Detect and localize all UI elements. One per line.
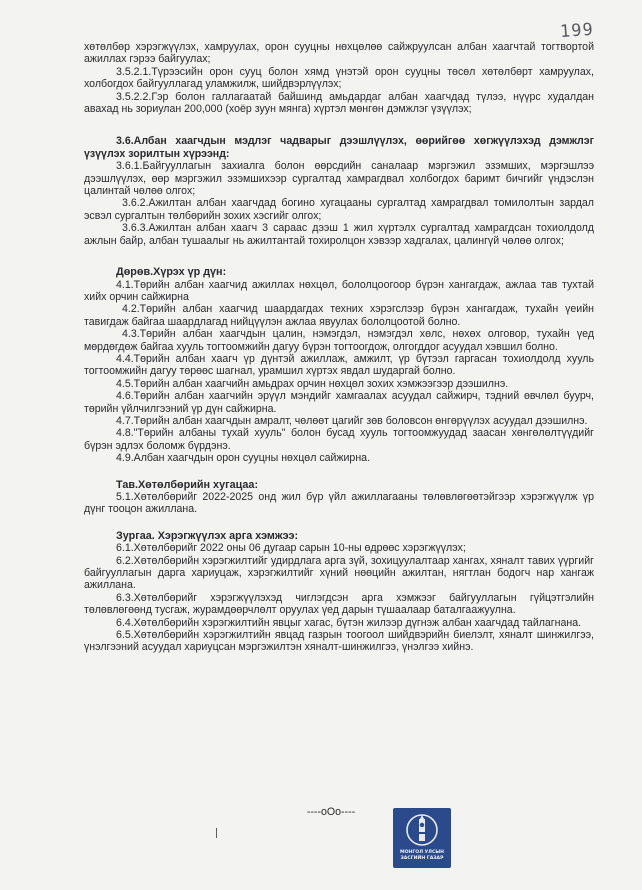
paragraph: 4.1.Төрийн албан хаагчид ажиллах нөхцөл, бололцоогоор бүрэн хангагдаж, ажлаа тав тухтай хийх орчин сайжирна [84,278,594,303]
paragraph: хөтөлбөр хэрэгжүүлэх, хамруулах, орон сууцны нөхцөлөө сайжруулсан албан хаагчтай тогтвортой ажиллах гэрээ байгуулах; [84,41,594,66]
paragraph: 4.6.Төрийн албан хаагчийн эрүүл мэндийг хамгаалах асуудал сайжирч, тэдний өвчлөл буурч, төрийн үйлчилгээний үр дүн сайжирна. [84,390,594,415]
paragraph: 3.6.3.Ажилтан албан хаагч 3 сараас дээш 1 жил хүртэлх сургалтад хамрагдсан тохиолдолд ажлын байр, албан тушаалыг нь ажилтантай тохиролцон хэвээр хадгалах, цалингүй чөлөө олгох; [84,222,594,247]
section-heading: Зургаа. Хэрэгжүүлэх арга хэмжээ: [116,529,299,542]
government-seal-logo [393,808,451,868]
section-heading: Тав.Хөтөлбөрийн хугацаа: [116,478,259,491]
seal-caption: МОНГОЛ УЛСЫН ЗАСГИЙН ГАЗАР [400,850,444,861]
page-number: 199 [559,19,595,43]
paragraph: 4.4.Төрийн албан хаагч үр дүнтэй ажиллаж, амжилт, үр бүтээл гаргасан тохиолдолд хууль тогтоомжийн дагуу төрөөс шагнал, урамшил хүртэх явдал шударгай болно. [84,352,594,378]
paragraph: 6.5.Хөтөлбөрийн хэрэгжилтийн явцад газрын тоогоол шийдвэрийн биелэлт, хяналт шинжилгээ, үнэлгээний асуудал хариуцсан мэргэжилтэн хяналт-шинжилгээ, үнэлгээ хийнэ. [84,629,594,654]
paragraph: 4.3.Төрийн албан хаагчдын цалин, нэмэгдэл, нэмэгдэл хөлс, нөхөх олговор, тухайн үед мөрдөгдөж байгаа хууль тогтоомжийн дагуу бүрэн тогтоогдож, олгогддог асуудал хэвшил болно. [84,328,594,353]
end-marker: ----oOo---- [306,806,356,818]
paragraph: 6.3.Хөтөлбөрийг хэрэгжүүлэхэд чиглэгдсэн арга хэмжээг байгууллагын гүйцэтгэлийн төлөвлөгөөнд тусгаж, журамдөөрчлөлт оруулах үед дарын түшаалаар баталгаажуулна. [84,591,594,617]
paragraph: 4.9.Албан хаагчдын орон сууцны нөхцөл сайжирна. [116,452,371,465]
paragraph: 4.5.Төрийн албан хаагчийн амьдрах орчин нөхцөл зохих хэмжээгээр дээшилнэ. [116,377,509,390]
paragraph: 3.6.1.Байгууллагын захиалга болон өөрсдийн саналаар мэргэжил эзэмших, мэргэшлээ дээшлүүлэх, өөр мэргэжил эзэмшихээр сургалтад хамрагдвал холбогдох баримт бичгийг үндэслэн цалинтай чөлөө олгох; [84,160,594,198]
paragraph: 3.6.2.Ажилтан албан хаагчдад богино хугацааны сургалтад хамрагдвал томилолтын зардал эсвэл сургалтын төлбөрийн зохих хэсгийг олгох; [84,197,594,222]
section-heading: 3.6.Албан хаагчдын мэдлэг чадварыг дээшлүүлэх, өөрийгөө хөгжүүлэхэд дэмжлэг үзүүлэх зорилтын хүрээнд: [84,135,594,160]
paragraph: 6.2.Хөтөлбөрийн хэрэгжилтийг удирдлага арга зүй, зохицуулалтаар хангах, хяналт тавих үүргийг байгууллагын дарга хариуцаж, хэрэгжилтийг хүний нөөцийн ажилтан, нягтлан бодогч нар хангаж ажиллана. [84,554,594,592]
paragraph: 6.1.Хөтөлбөрийг 2022 оны 06 дугаар сарын 10-ны өдрөөс хэрэгжүүлэх; [116,542,466,555]
paragraph: 3.5.2.2.Гэр болон галлагаатай байшинд амьдардаг албан хаагчдад түлээ, нүүрс худалдан авахад нь зориулан 200,000 (хоёр зуун мянга) хүртэл мөнгөн дэмжлэг үзүүлэх; [84,90,594,116]
paragraph: 5.1.Хөтөлбөрийг 2022-2025 онд жил бүр үйл ажиллагааны төлөвлөгөөтэйгээр хэрэгжүүлж үр дүнг тооцон ажиллана. [84,491,594,516]
paragraph: 6.4.Хөтөлбөрийн хэрэгжилтийн явцыг хагас, бүтэн жилээр дүгнэж албан хаагчдад тайлагнана. [116,616,582,629]
paragraph: 4.7.Төрийн албан хаагчдын амралт, чөлөөт цагийг зөв боловсон өнгөрүүлэх асуудал дээшилнэ. [116,414,588,427]
paragraph: 4.8."Төрийн албаны тухай хууль" болон бусад хууль тогтоомжуудад заасан хөнгөлөлтүүдийг бүрэн эдлэх боломж бүрдэнэ. [84,427,594,452]
paragraph: 3.5.2.1.Түрээсийн орон сууц болон хямд үнэтэй орон сууцны төсөл хөтөлбөрт хамруулах, холбогдох байгууллагад уламжилж, шийдвэрлүүлэх; [84,65,594,91]
soyombo-emblem-icon [405,812,439,848]
section-heading: Дөрөв.Хүрэх үр дүн: [116,266,227,279]
pen-mark [216,828,217,838]
document-body [84,41,594,654]
paragraph: 4.2.Төрийн албан хаагчид шаардагдах техних хэрэгслээр бүрэн хангагдаж, тухайн үеийн тавигдаж байгаа шаардлагад нийцүүлэн ажлаа явуулах бололцоотой болно. [84,303,594,328]
